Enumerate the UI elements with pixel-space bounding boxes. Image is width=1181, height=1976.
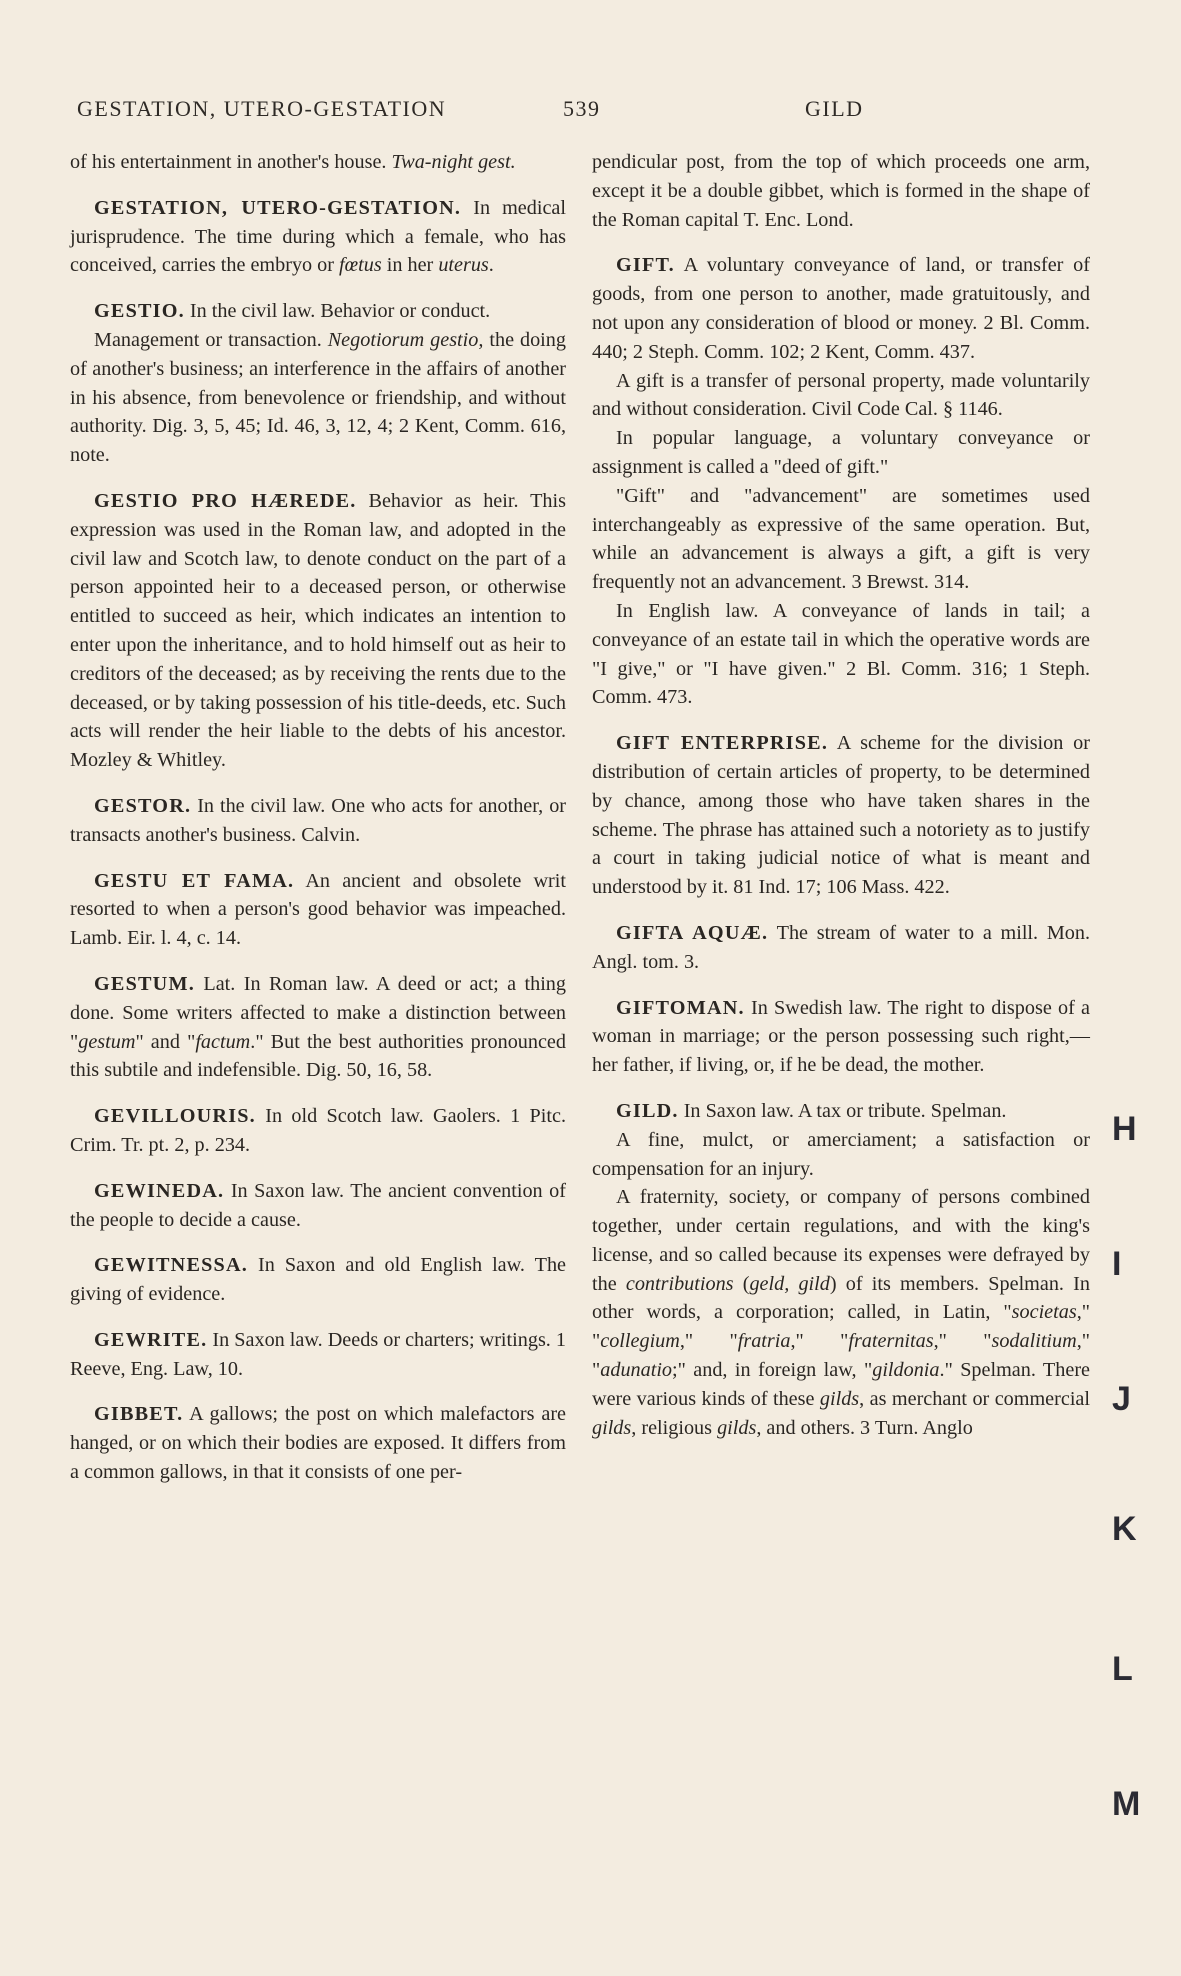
entry-gestio: GESTIO. In the civil law. Behavior or conduct. Management or transaction. Negotiorum gestio, the doing of another's business; an interference in the affairs of another in his absence, from benevolence or friendship, and without authority. Dig. 3, 5, 45; Id. 46, 3, 12, 4; 2 Kent, Comm. 616, note. (70, 300, 566, 467)
thumb-index-letter: J (1112, 1380, 1131, 1418)
headword: GESTU ET FAMA. (94, 869, 295, 892)
running-header (0, 96, 1181, 126)
headword: GIFT. (616, 254, 675, 277)
entry-gestum: GESTUM. Lat. In Roman law. A deed or act; a thing done. Some writers affected to make a distinction between "gestum" and "factum." But the best authorities pronounced this subtile and indefensible. Dig. 50, 16, 58. (70, 972, 566, 1082)
entry-gibbet: GIBBET. A gallows; the post on which malefactors are hanged, or on which their bodies are exposed. It differs from a common gallows, in that it consists of one per- (70, 1403, 566, 1484)
headword: GEWINEDA. (94, 1179, 225, 1202)
header-left-guide-word: GESTATION, UTERO-GESTATION (77, 96, 447, 121)
page-number: 539 (563, 96, 601, 121)
left-column (70, 148, 566, 1504)
headword: GESTUM. (94, 972, 195, 995)
thumb-index-letter: M (1112, 1785, 1141, 1823)
headword: GESTIO. (94, 300, 185, 323)
headword: GIFTOMAN. (616, 996, 745, 1019)
headword: GIFT ENTERPRISE. (616, 732, 829, 755)
entry-gift-enterprise: GIFT ENTERPRISE. A scheme for the division or distribution of certain articles of property, to be determined by chance, among those who have taken shares in the scheme. The phrase has attained such a notoriety as to justify a court in taking judicial notice of what is meant and understood by it. 81 Ind. 17; 106 Mass. 422. (592, 732, 1090, 899)
entry-gestation: GESTATION, UTERO-GESTATION. In medical jurisprudence. The time during which a female, who has conceived, carries the embryo or fœtus in her uterus. (70, 196, 566, 277)
headword: GILD. (616, 1099, 679, 1122)
thumb-index-letter: L (1112, 1650, 1133, 1688)
entry-gifta-aquae: GIFTA AQUÆ. The stream of water to a mill. Mon. Angl. tom. 3. (592, 921, 1091, 973)
headword: GIFTA AQUÆ. (616, 921, 769, 944)
entry-gewineda: GEWINEDA. In Saxon law. The ancient convention of the people to decide a cause. (70, 1179, 567, 1231)
headword: GESTIO PRO HÆREDE. (94, 489, 357, 512)
headword: GIBBET. (94, 1403, 184, 1426)
entry-gibbet-continuation: pendicular post, from the top of which proceeds one arm, except it be a double gibbet, which is formed in the shape of the Roman capital T. Enc. Lond. (592, 151, 1090, 231)
thumb-index-letter: I (1112, 1245, 1122, 1283)
headword: GEWITNESSA. (94, 1254, 248, 1277)
headword: GEVILLOURIS. (94, 1105, 256, 1128)
headword: GESTOR. (94, 794, 192, 817)
entry-gewitnessa: GEWITNESSA. In Saxon and old English law. The giving of evidence. (70, 1254, 566, 1306)
entry-gild: GILD. In Saxon law. A tax or tribute. Spelman. A fine, mulct, or amerciament; a satisfaction or compensation for an injury. A fraternity, society, or company of persons combined together, under certain regulations, and with the king's license, and so called because its expenses were defrayed by the contributions (geld, gild) of its members. Spelman. In other words, a corporation; called, in Latin, "societas," "collegium," "fratria," "fraternitas," "sodalitium," "adunatio;" and, in foreign law, "gildonia." Spelman. There were various kinds of these gilds, as merchant or commercial gilds, religious gilds, and others. 3 Turn. Anglo (592, 1099, 1091, 1439)
entry-gestu-et-fama: GESTU ET FAMA. An ancient and obsolete writ resorted to when a person's good behavior was impeached. Lamb. Eir. l. 4, c. 14. (70, 869, 566, 950)
entry-gestio-pro-haerede: GESTIO PRO HÆREDE. Behavior as heir. This expression was used in the Roman law, and adopted in the civil law and Scotch law, to denote conduct on the part of a person appointed heir to a deceased person, or otherwise entitled to succeed as heir, which indicates an intention to enter upon the inheritance, and to hold himself out as heir to creditors of the deceased; as by receiving the rents due to the deceased, or by taking possession of his title-deeds, etc. Such acts will render the heir liable to the debts of his ancestor. Mozley & Whitley. (70, 489, 566, 772)
entry-gevillouris: GEVILLOURIS. In old Scotch law. Gaolers. 1 Pitc. Crim. Tr. pt. 2, p. 234. (70, 1105, 567, 1156)
header-right-guide-word: GILD (805, 96, 864, 121)
thumb-index-letter: K (1112, 1510, 1137, 1548)
entry-gift: GIFT. A voluntary conveyance of land, or transfer of goods, from one person to another, made gratuitously, and not upon any consideration of blood or money. 2 Bl. Comm. 440; 2 Steph. Comm. 102; 2 Kent, Comm. 437. A gift is a transfer of personal property, made voluntarily and without consideration. Civil Code Cal. § 1146. In popular language, a voluntary conveyance or assignment is called a "deed of gift." "Gift" and "advancement" are sometimes used interchangeably as expressive of the same operation. But, while an advancement is always a gift, a gift is very frequently not an advancement. 3 Brewst. 314. In English law. A conveyance of lands in tail; a conveyance of an estate tail in which the operative words are "I give," or "I have given." 2 Bl. Comm. 316; 1 Steph. Comm. 473. (592, 254, 1090, 709)
headword: GESTATION, UTERO-GESTATION. (94, 196, 462, 219)
right-column (592, 148, 1090, 1459)
entry-gewrite: GEWRITE. In Saxon law. Deeds or charters; writings. 1 Reeve, Eng. Law, 10. (70, 1328, 566, 1380)
entry-continuation: of his entertainment in another's house. Twa-night gest. (70, 151, 516, 173)
entry-gestor: GESTOR. In the civil law. One who acts for another, or transacts another's business. Calvin. (70, 794, 567, 846)
thumb-index-letter: H (1112, 1110, 1137, 1148)
entry-giftoman: GIFTOMAN. In Swedish law. The right to dispose of a woman in marriage; or the person possessing such right,—her father, if living, or, if he be dead, the mother. (592, 996, 1090, 1077)
headword: GEWRITE. (94, 1328, 208, 1351)
